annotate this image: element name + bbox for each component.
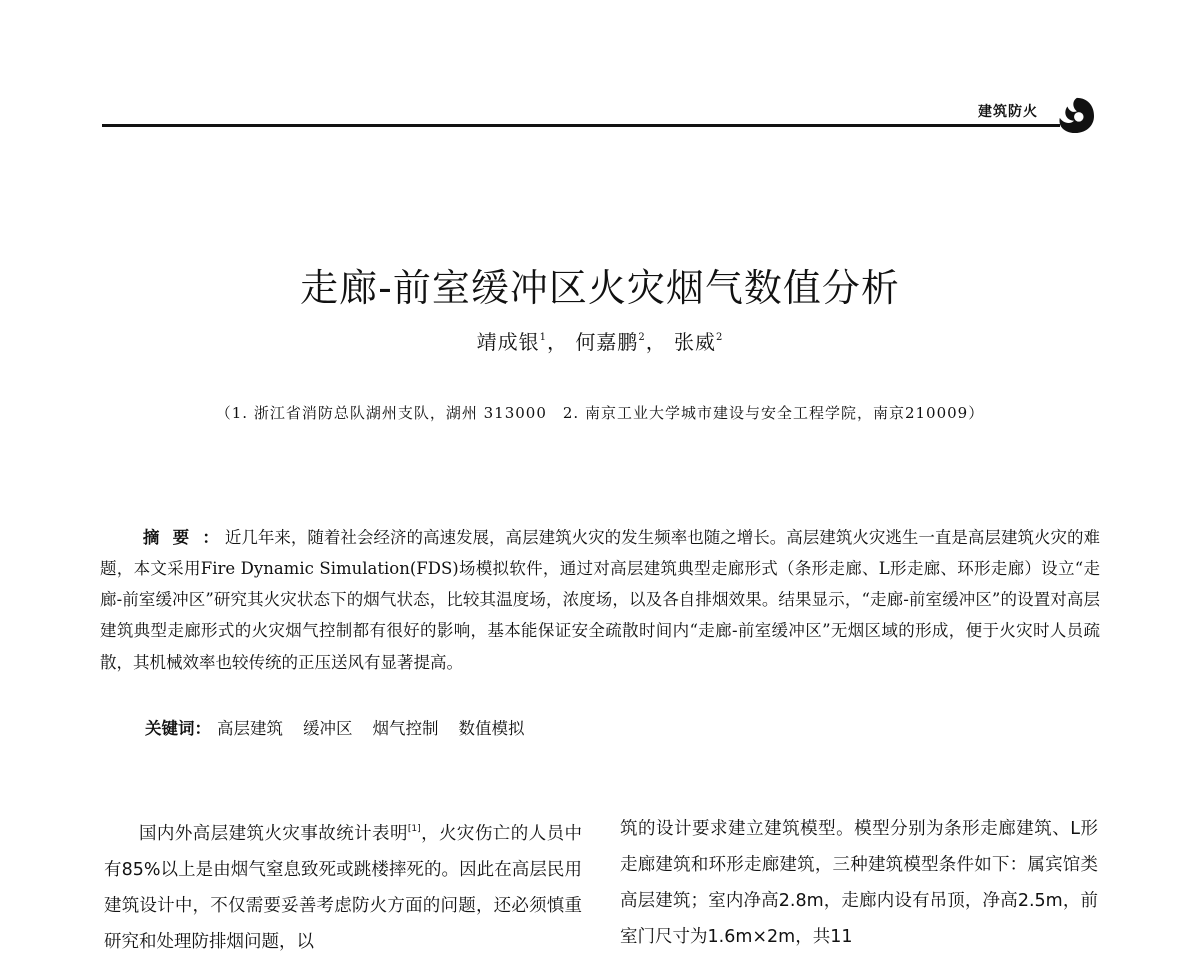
author-affil-marker: 2 xyxy=(716,332,724,343)
keywords xyxy=(145,715,539,739)
keyword: 烟气控制 xyxy=(372,719,439,738)
running-header xyxy=(100,96,1100,136)
author-affil-marker: 2 xyxy=(638,332,646,343)
body-column-left xyxy=(104,811,582,951)
fire-journal-logo-icon xyxy=(1056,96,1094,134)
abstract-label: 摘要 xyxy=(142,527,203,547)
header-rule xyxy=(102,124,1060,127)
keyword: 缓冲区 xyxy=(303,719,353,738)
abstract-colon: ： xyxy=(202,527,219,547)
author-affil-marker: 1 xyxy=(539,332,547,343)
abstract-text: 近几年来，随着社会经济的高速发展，高层建筑火灾的发生频率也随之增长。高层建筑火灾逃生一直是高层建筑火灾的难题，本文采用Fire Dynamic Simulation(FDS)场模拟软件，通过对高层建筑典型走廊形式（条形走廊、L形走廊、环形走廊）设立“走廊-前室缓冲区”研究其火灾状态下的烟气状态，比较其温度场，浓度场，以及各自排烟效果。结果显示，“走廊-前室缓冲区”的设置对高层建筑典型走廊形式的火灾烟气控制都有很好的影响，基本能保证安全疏散时间内“走廊-前室缓冲区”无烟区域的形成，便于火灾时人员疏散，其机械效率也较传统的正压送风有显著提高。 xyxy=(100,527,1101,672)
keyword: 高层建筑 xyxy=(217,719,283,738)
author-separator: ， xyxy=(546,330,568,354)
citation-ref[interactable]: [1] xyxy=(407,823,421,834)
affiliations: （1. 浙江省消防总队湖州支队，湖州 313000 2. 南京工业大学城市建设与安全工程学院，南京210009） xyxy=(215,404,985,422)
paper-title: 走廊-前室缓冲区火灾烟气数值分析 xyxy=(300,266,900,311)
section-label: 建筑防火 xyxy=(978,104,1038,120)
author-name: 张威 xyxy=(674,330,717,354)
author-separator: ， xyxy=(645,330,667,354)
abstract xyxy=(100,522,1100,678)
body-text: ，火灾伤亡的人员中有85%以上是由烟气窒息致死或跳楼摔死的。因此在高层民用建筑设计中，不仅需要妥善考虑防火方面的问题，还必须慎重研究和处理防排烟问题，以 xyxy=(104,823,582,952)
body-column-right: 筑的设计要求建立建筑模型。模型分别为条形走廊建筑、L形走廊建筑和环形走廊建筑，三种建筑模型条件如下：属宾馆类高层建筑；室内净高2.8m，走廊内设有吊顶，净高2.5m，前室门尺寸为1.6m×2m，共11 xyxy=(620,818,1098,947)
author-name: 何嘉鹏 xyxy=(575,330,639,354)
author-name: 靖成银 xyxy=(476,330,540,354)
body-text: 国内外高层建筑火灾事故统计表明 xyxy=(139,823,408,844)
author-list xyxy=(0,326,1200,355)
keywords-label: 关键词： xyxy=(145,719,211,738)
keyword: 数值模拟 xyxy=(458,719,525,738)
